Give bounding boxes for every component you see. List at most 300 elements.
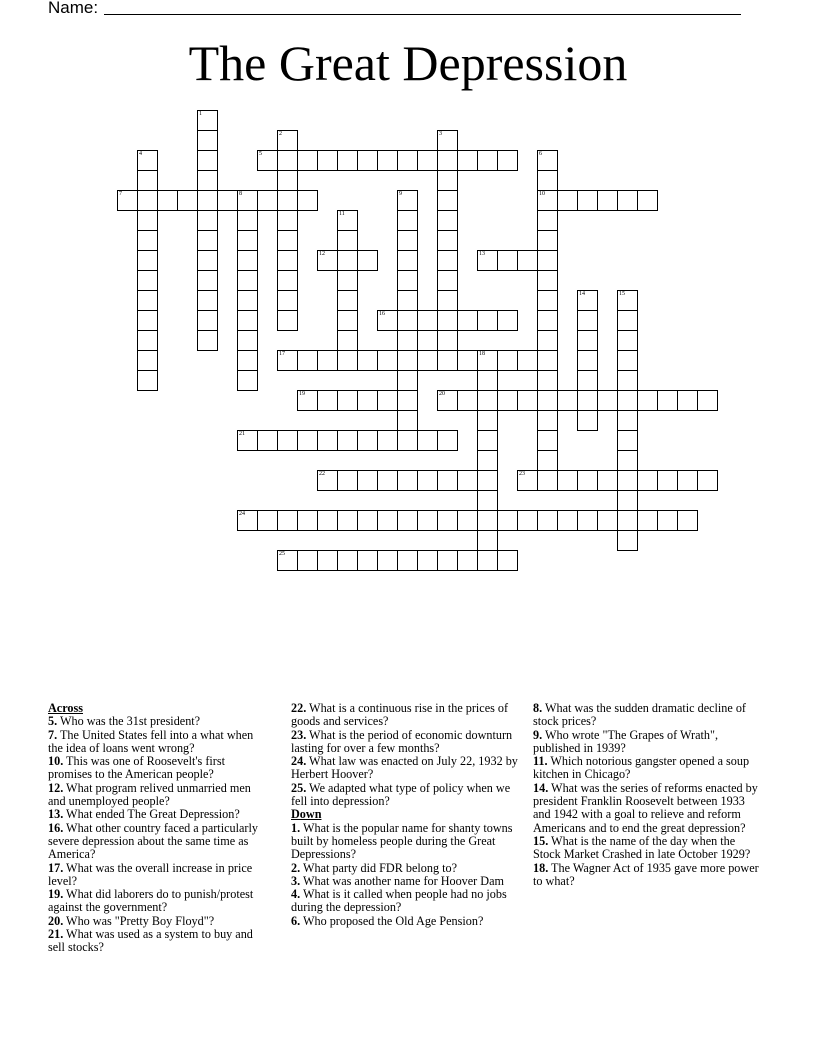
grid-cell[interactable]: [597, 510, 618, 531]
grid-cell[interactable]: [277, 430, 298, 451]
grid-cell[interactable]: [457, 350, 478, 371]
grid-cell[interactable]: [537, 510, 558, 531]
grid-cell[interactable]: [197, 130, 218, 151]
clue-number: 15: [619, 291, 625, 297]
grid-cell[interactable]: [517, 510, 538, 531]
grid-cell[interactable]: [337, 150, 358, 171]
grid-cell[interactable]: [477, 470, 498, 491]
grid-cell[interactable]: [237, 190, 258, 211]
grid-cell[interactable]: [577, 330, 598, 351]
grid-cell[interactable]: [417, 550, 438, 571]
grid-cell[interactable]: [437, 510, 458, 531]
grid-cell[interactable]: [277, 350, 298, 371]
grid-cell[interactable]: [437, 290, 458, 311]
grid-cell[interactable]: [317, 250, 338, 271]
grid-cell[interactable]: [237, 290, 258, 311]
grid-cell[interactable]: [137, 210, 158, 231]
grid-cell[interactable]: [397, 510, 418, 531]
clue-number: 9: [399, 191, 402, 197]
across-clue: [48, 782, 268, 809]
grid-cell[interactable]: [277, 190, 298, 211]
grid-cell[interactable]: [397, 350, 418, 371]
grid-cell[interactable]: [337, 430, 358, 451]
grid-cell[interactable]: [597, 470, 618, 491]
grid-cell[interactable]: [437, 150, 458, 171]
grid-cell[interactable]: [337, 310, 358, 331]
grid-cell[interactable]: [657, 470, 678, 491]
grid-cell[interactable]: [517, 250, 538, 271]
grid-cell[interactable]: [537, 430, 558, 451]
grid-cell[interactable]: [337, 250, 358, 271]
grid-cell[interactable]: [477, 490, 498, 511]
grid-cell[interactable]: [277, 290, 298, 311]
clue-text: The United States fell into a what when the idea of loans went wrong?: [48, 727, 254, 755]
clue-num: 3.: [291, 873, 301, 888]
across-clue: [48, 808, 268, 821]
clue-text: Who proposed the Old Age Pension?: [300, 913, 484, 928]
grid-cell[interactable]: [417, 470, 438, 491]
grid-cell[interactable]: [457, 550, 478, 571]
grid-cell[interactable]: [357, 350, 378, 371]
grid-cell[interactable]: [297, 190, 318, 211]
grid-cell[interactable]: [237, 250, 258, 271]
grid-cell[interactable]: [637, 470, 658, 491]
grid-cell[interactable]: [597, 390, 618, 411]
grid-cell[interactable]: [617, 530, 638, 551]
grid-cell[interactable]: [237, 370, 258, 391]
grid-cell[interactable]: [697, 470, 718, 491]
grid-cell[interactable]: [537, 150, 558, 171]
grid-cell[interactable]: [537, 230, 558, 251]
clues-column-1: [48, 702, 268, 955]
grid-cell[interactable]: [137, 330, 158, 351]
grid-cell[interactable]: [377, 150, 398, 171]
grid-cell[interactable]: [437, 270, 458, 291]
grid-cell[interactable]: [397, 150, 418, 171]
grid-cell[interactable]: [497, 550, 518, 571]
grid-cell[interactable]: [357, 390, 378, 411]
grid-cell[interactable]: [477, 350, 498, 371]
clue-number: 14: [579, 291, 585, 297]
grid-cell[interactable]: [537, 270, 558, 291]
grid-cell[interactable]: [277, 310, 298, 331]
grid-cell[interactable]: [477, 510, 498, 531]
clue-text: What did laborers do to punish/protest against the government?: [48, 887, 254, 915]
grid-cell[interactable]: [317, 350, 338, 371]
clue-num: 9.: [533, 727, 543, 742]
clues-column-2: [291, 702, 523, 928]
grid-cell[interactable]: [457, 390, 478, 411]
grid-cell[interactable]: [537, 350, 558, 371]
grid-cell[interactable]: [197, 330, 218, 351]
grid-cell[interactable]: [337, 290, 358, 311]
grid-cell[interactable]: [237, 270, 258, 291]
grid-cell[interactable]: [437, 430, 458, 451]
clue-number: 4: [139, 151, 142, 157]
grid-cell[interactable]: [437, 470, 458, 491]
grid-cell[interactable]: [337, 270, 358, 291]
grid-cell[interactable]: [617, 490, 638, 511]
grid-cell[interactable]: [337, 510, 358, 531]
grid-cell[interactable]: [317, 150, 338, 171]
grid-cell[interactable]: [577, 390, 598, 411]
clue-num: 24.: [291, 754, 307, 769]
grid-cell[interactable]: [457, 150, 478, 171]
grid-cell[interactable]: [137, 250, 158, 271]
down-clue: [533, 862, 765, 889]
grid-cell[interactable]: [197, 230, 218, 251]
grid-cell[interactable]: [477, 450, 498, 471]
grid-cell[interactable]: [137, 310, 158, 331]
grid-cell[interactable]: [297, 430, 318, 451]
grid-cell[interactable]: [537, 290, 558, 311]
down-clue: [291, 875, 523, 888]
grid-cell[interactable]: [137, 150, 158, 171]
grid-cell[interactable]: [617, 190, 638, 211]
grid-cell[interactable]: [577, 290, 598, 311]
grid-cell[interactable]: [297, 390, 318, 411]
grid-cell[interactable]: [337, 210, 358, 231]
grid-cell[interactable]: [317, 470, 338, 491]
grid-cell[interactable]: [197, 170, 218, 191]
clue-text: What was the sudden dramatic decline of stock prices?: [533, 701, 746, 729]
clue-num: 19.: [48, 887, 64, 902]
grid-cell[interactable]: [317, 510, 338, 531]
grid-cell[interactable]: [617, 450, 638, 471]
grid-cell[interactable]: [137, 270, 158, 291]
down-clue: [291, 822, 523, 862]
grid-cell[interactable]: [657, 390, 678, 411]
grid-cell[interactable]: [257, 430, 278, 451]
grid-cell[interactable]: [477, 370, 498, 391]
clue-text: What party did FDR belong to?: [300, 860, 457, 875]
grid-cell[interactable]: [497, 510, 518, 531]
grid-cell[interactable]: [537, 250, 558, 271]
clue-num: 2.: [291, 860, 301, 875]
grid-cell[interactable]: [437, 350, 458, 371]
grid-cell[interactable]: [257, 150, 278, 171]
grid-cell[interactable]: [317, 390, 338, 411]
grid-cell[interactable]: [457, 470, 478, 491]
grid-cell[interactable]: [337, 350, 358, 371]
grid-cell[interactable]: [557, 470, 578, 491]
grid-cell[interactable]: [477, 550, 498, 571]
grid-cell[interactable]: [577, 410, 598, 431]
down-clue: [291, 915, 523, 928]
clue-num: 1.: [291, 820, 301, 835]
grid-cell[interactable]: [677, 470, 698, 491]
grid-cell[interactable]: [397, 210, 418, 231]
grid-cell[interactable]: [577, 510, 598, 531]
grid-cell[interactable]: [417, 150, 438, 171]
grid-cell[interactable]: [477, 390, 498, 411]
grid-cell[interactable]: [537, 210, 558, 231]
grid-cell[interactable]: [197, 150, 218, 171]
grid-cell[interactable]: [137, 290, 158, 311]
grid-cell[interactable]: [477, 150, 498, 171]
grid-cell[interactable]: [197, 190, 218, 211]
grid-cell[interactable]: [537, 310, 558, 331]
down-clue: [291, 888, 523, 915]
clue-number: 2: [279, 131, 282, 137]
grid-cell[interactable]: [457, 310, 478, 331]
grid-cell[interactable]: [197, 270, 218, 291]
across-clue: [291, 755, 523, 782]
grid-cell[interactable]: [417, 350, 438, 371]
clue-text: Which notorious gangster opened a soup kitchen in Chicago?: [533, 754, 750, 782]
grid-cell[interactable]: [237, 310, 258, 331]
grid-cell[interactable]: [377, 310, 398, 331]
grid-cell[interactable]: [197, 110, 218, 131]
grid-cell[interactable]: [477, 310, 498, 331]
clue-num: 10.: [48, 754, 64, 769]
grid-cell[interactable]: [357, 510, 378, 531]
grid-cell[interactable]: [237, 230, 258, 251]
grid-cell[interactable]: [557, 390, 578, 411]
grid-cell[interactable]: [577, 190, 598, 211]
grid-cell[interactable]: [237, 330, 258, 351]
grid-cell[interactable]: [617, 330, 638, 351]
grid-cell[interactable]: [537, 190, 558, 211]
grid-cell[interactable]: [537, 370, 558, 391]
grid-cell[interactable]: [357, 470, 378, 491]
grid-cell[interactable]: [137, 190, 158, 211]
grid-cell[interactable]: [437, 170, 458, 191]
grid-cell[interactable]: [617, 370, 638, 391]
clue-text: What program relived unmarried men and unemployed people?: [48, 780, 251, 809]
grid-cell[interactable]: [357, 150, 378, 171]
grid-cell[interactable]: [557, 510, 578, 531]
grid-cell[interactable]: [237, 510, 258, 531]
clue-text: What law was enacted on July 22, 1932 by Herbert Hoover?: [291, 754, 518, 782]
clue-num: 17.: [48, 860, 64, 875]
grid-cell[interactable]: [497, 150, 518, 171]
clue-text: What is a continuous rise in the prices of goods and services?: [291, 701, 509, 729]
grid-cell[interactable]: [397, 430, 418, 451]
grid-cell[interactable]: [397, 370, 418, 391]
across-clue: [48, 862, 268, 889]
clue-text: What was the overall increase in price level?: [48, 860, 253, 888]
grid-cell[interactable]: [337, 470, 358, 491]
grid-cell[interactable]: [257, 510, 278, 531]
grid-cell[interactable]: [437, 210, 458, 231]
grid-cell[interactable]: [477, 530, 498, 551]
grid-cell[interactable]: [497, 250, 518, 271]
clue-text: The Wagner Act of 1935 gave more power to what?: [533, 860, 759, 888]
grid-cell[interactable]: [357, 430, 378, 451]
down-clue: [533, 755, 765, 782]
grid-cell[interactable]: [457, 510, 478, 531]
grid-cell[interactable]: [657, 510, 678, 531]
grid-cell[interactable]: [137, 370, 158, 391]
grid-cell[interactable]: [277, 250, 298, 271]
clue-number: 19: [299, 391, 305, 397]
grid-cell[interactable]: [197, 310, 218, 331]
clue-text: This was one of Roosevelt's first promises to the American people?: [48, 754, 225, 782]
clue-num: 14.: [533, 780, 549, 795]
grid-cell[interactable]: [477, 410, 498, 431]
grid-cell[interactable]: [497, 390, 518, 411]
grid-cell[interactable]: [397, 330, 418, 351]
grid-cell[interactable]: [617, 510, 638, 531]
grid-cell[interactable]: [377, 470, 398, 491]
grid-cell[interactable]: [277, 230, 298, 251]
grid-cell[interactable]: [317, 430, 338, 451]
grid-cell[interactable]: [397, 250, 418, 271]
grid-cell[interactable]: [277, 170, 298, 191]
grid-cell[interactable]: [137, 230, 158, 251]
grid-cell[interactable]: [377, 430, 398, 451]
grid-cell[interactable]: [577, 470, 598, 491]
grid-cell[interactable]: [617, 430, 638, 451]
grid-cell[interactable]: [397, 190, 418, 211]
grid-cell[interactable]: [577, 350, 598, 371]
grid-cell[interactable]: [437, 190, 458, 211]
grid-cell[interactable]: [397, 390, 418, 411]
grid-cell[interactable]: [377, 510, 398, 531]
grid-cell[interactable]: [337, 330, 358, 351]
grid-cell[interactable]: [637, 390, 658, 411]
grid-cell[interactable]: [377, 350, 398, 371]
grid-cell[interactable]: [177, 190, 198, 211]
grid-cell[interactable]: [337, 390, 358, 411]
clue-num: 22.: [291, 701, 307, 715]
grid-cell[interactable]: [537, 410, 558, 431]
grid-cell[interactable]: [637, 190, 658, 211]
grid-cell[interactable]: [197, 290, 218, 311]
down-heading: Down: [291, 807, 322, 822]
grid-cell[interactable]: [537, 170, 558, 191]
grid-cell[interactable]: [277, 550, 298, 571]
grid-cell[interactable]: [537, 390, 558, 411]
grid-cell[interactable]: [377, 550, 398, 571]
grid-cell[interactable]: [397, 550, 418, 571]
grid-cell[interactable]: [337, 550, 358, 571]
grid-cell[interactable]: [277, 210, 298, 231]
clue-text: Who was the 31st president?: [57, 714, 201, 729]
grid-cell[interactable]: [597, 190, 618, 211]
grid-cell[interactable]: [277, 130, 298, 151]
grid-cell[interactable]: [697, 390, 718, 411]
grid-cell[interactable]: [537, 450, 558, 471]
grid-cell[interactable]: [437, 310, 458, 331]
grid-cell[interactable]: [477, 430, 498, 451]
grid-cell[interactable]: [517, 470, 538, 491]
across-clue: [291, 782, 523, 809]
grid-cell[interactable]: [557, 190, 578, 211]
grid-cell[interactable]: [397, 230, 418, 251]
grid-cell[interactable]: [437, 330, 458, 351]
grid-cell[interactable]: [237, 430, 258, 451]
grid-cell[interactable]: [517, 390, 538, 411]
grid-cell[interactable]: [397, 310, 418, 331]
grid-cell[interactable]: [237, 210, 258, 231]
clue-text: We adapted what type of policy when we fell into depression?: [291, 780, 511, 809]
down-clue: [533, 782, 765, 835]
clue-number: 16: [379, 311, 385, 317]
grid-cell[interactable]: [377, 390, 398, 411]
clue-text: What is the name of the day when the Stock Market Crashed in late October 1929?: [533, 833, 751, 862]
grid-cell[interactable]: [357, 550, 378, 571]
clue-text: What ended The Great Depression?: [63, 807, 240, 822]
grid-cell[interactable]: [297, 150, 318, 171]
clue-number: 17: [279, 351, 285, 357]
grid-cell[interactable]: [417, 510, 438, 531]
grid-cell[interactable]: [437, 230, 458, 251]
grid-cell[interactable]: [637, 510, 658, 531]
clue-number: 10: [539, 191, 545, 197]
grid-cell[interactable]: [577, 370, 598, 391]
grid-cell[interactable]: [397, 410, 418, 431]
grid-cell[interactable]: [277, 270, 298, 291]
grid-cell[interactable]: [337, 230, 358, 251]
grid-cell[interactable]: [617, 470, 638, 491]
clue-number: 24: [239, 511, 245, 517]
grid-cell[interactable]: [397, 470, 418, 491]
grid-cell[interactable]: [317, 550, 338, 571]
grid-cell[interactable]: [617, 390, 638, 411]
clue-num: 12.: [48, 780, 64, 795]
grid-cell[interactable]: [577, 310, 598, 331]
clue-text: Who was "Pretty Boy Floyd"?: [63, 913, 215, 928]
grid-cell[interactable]: [297, 510, 318, 531]
grid-cell[interactable]: [137, 350, 158, 371]
grid-cell[interactable]: [617, 410, 638, 431]
grid-cell[interactable]: [397, 290, 418, 311]
grid-cell[interactable]: [157, 190, 178, 211]
grid-cell[interactable]: [417, 310, 438, 331]
grid-cell[interactable]: [297, 550, 318, 571]
grid-cell[interactable]: [537, 330, 558, 351]
grid-cell[interactable]: [137, 170, 158, 191]
clue-number: 20: [439, 391, 445, 397]
grid-cell[interactable]: [437, 550, 458, 571]
grid-cell[interactable]: [617, 350, 638, 371]
grid-cell[interactable]: [517, 350, 538, 371]
grid-cell[interactable]: [117, 190, 138, 211]
grid-cell[interactable]: [197, 250, 218, 271]
across-clue: [48, 729, 268, 756]
grid-cell[interactable]: [237, 350, 258, 371]
grid-cell[interactable]: [277, 510, 298, 531]
down-clue: [533, 702, 765, 729]
grid-cell[interactable]: [437, 250, 458, 271]
grid-cell[interactable]: [397, 270, 418, 291]
grid-cell[interactable]: [257, 190, 278, 211]
grid-cell[interactable]: [197, 210, 218, 231]
grid-cell[interactable]: [617, 310, 638, 331]
grid-cell[interactable]: [537, 470, 558, 491]
clue-number: 22: [319, 471, 325, 477]
grid-cell[interactable]: [277, 150, 298, 171]
grid-cell[interactable]: [497, 350, 518, 371]
grid-cell[interactable]: [297, 350, 318, 371]
grid-cell[interactable]: [417, 430, 438, 451]
grid-cell[interactable]: [497, 310, 518, 331]
grid-cell[interactable]: [437, 390, 458, 411]
grid-cell[interactable]: [677, 510, 698, 531]
across-clue: [291, 729, 523, 756]
grid-cell[interactable]: [437, 130, 458, 151]
grid-cell[interactable]: [477, 250, 498, 271]
grid-cell[interactable]: [677, 390, 698, 411]
grid-cell[interactable]: [217, 190, 238, 211]
grid-cell[interactable]: [617, 290, 638, 311]
grid-cell[interactable]: [357, 250, 378, 271]
clue-num: 18.: [533, 860, 549, 875]
across-clue: [48, 715, 268, 728]
clue-num: 25.: [291, 780, 307, 795]
